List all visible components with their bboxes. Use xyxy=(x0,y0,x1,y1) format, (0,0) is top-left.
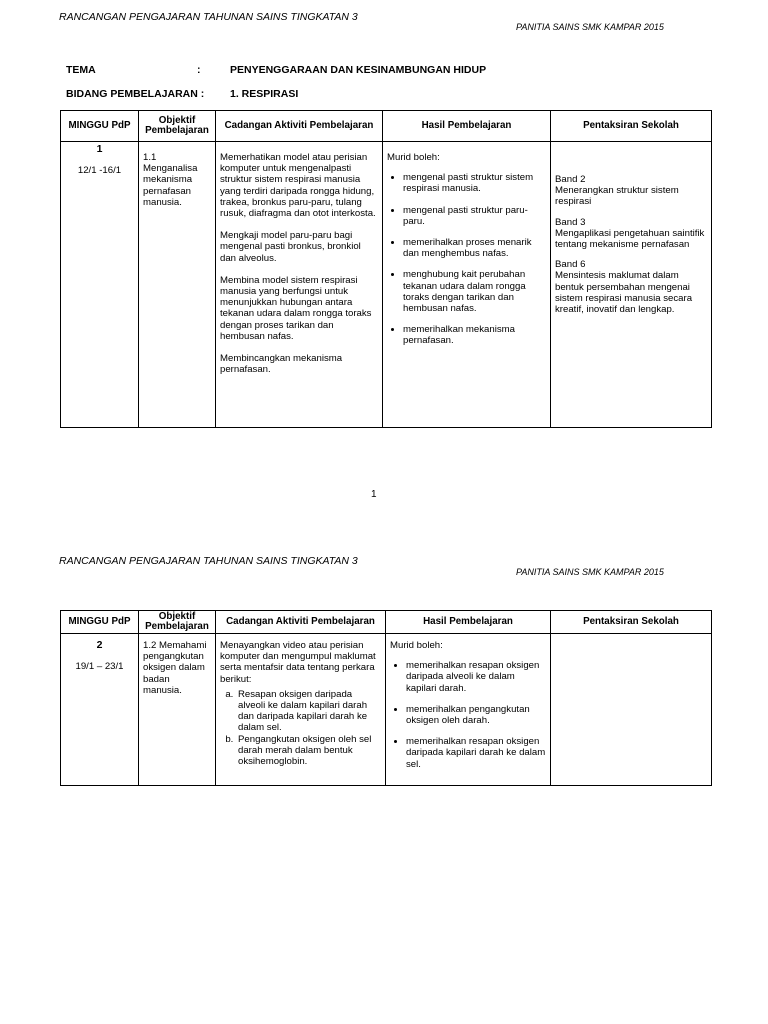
week-number: 1 xyxy=(96,143,103,155)
band-title: Band 3 xyxy=(555,216,586,228)
assessment-cell xyxy=(551,142,712,428)
objective-text: 1.1 Menganalisa mekanisma pernafasan manusia. xyxy=(143,152,198,208)
tema-label: TEMA xyxy=(66,64,96,76)
objective-cell xyxy=(139,634,216,786)
bidang-value: 1. RESPIRASI xyxy=(230,88,299,100)
outcome-item: • memerihalkan resapan oksigen daripada kapilari darah ke dalam sel. xyxy=(406,736,546,770)
activity-item: Memerhatikan model atau perisian komputer untuk mengenalpasti struktur sistem respirasi manusia yang terdiri daripada rongga hidung, trakea, bronkus paru-paru, tulang rusuk, diafragma dan otot interkosta. xyxy=(220,152,376,220)
week-cell xyxy=(61,142,139,428)
col-header-assessment: Pentaksiran Sekolah xyxy=(551,111,712,142)
col-header-activity: Cadangan Aktiviti Pembelajaran xyxy=(216,111,383,142)
col-header-week: MINGGU PdP xyxy=(61,611,139,634)
outcome-item: • memerihalkan proses menarik dan menghembus nafas. xyxy=(403,237,546,259)
outcome-item: • memerihalkan mekanisma pernafasan. xyxy=(403,324,546,346)
week-cell xyxy=(61,634,139,786)
table-row xyxy=(61,634,712,786)
col-header-week: MINGGU PdP xyxy=(61,111,139,142)
assessment-band xyxy=(555,259,707,315)
col-header-outcome: Hasil Pembelajaran xyxy=(383,111,551,142)
outcome-cell xyxy=(386,634,551,786)
page1-header-title: RANCANGAN PENGAJARAN TAHUNAN SAINS TINGKATAN 3 xyxy=(59,11,358,23)
outcome-intro: Murid boleh: xyxy=(390,640,443,651)
tema-separator: : xyxy=(197,64,201,76)
lesson-plan-table-1 xyxy=(60,110,712,428)
table-row xyxy=(61,142,712,428)
band-title: Band 6 xyxy=(555,259,586,271)
page2-header-title: RANCANGAN PENGAJARAN TAHUNAN SAINS TINGKATAN 3 xyxy=(59,555,358,567)
tema-value: PENYENGGARAAN DAN KESINAMBUNGAN HIDUP xyxy=(230,64,487,76)
assessment-cell xyxy=(551,634,712,786)
outcome-item: • memerihalkan pengangkutan oksigen oleh darah. xyxy=(406,704,546,726)
band-description: Menerangkan struktur sistem respirasi xyxy=(555,185,679,208)
col-header-activity: Cadangan Aktiviti Pembelajaran xyxy=(216,611,386,634)
page2-header-school: PANITIA SAINS SMK KAMPAR 2015 xyxy=(516,567,664,577)
band-title: Band 2 xyxy=(555,174,586,185)
outcome-item: • menghubung kait perubahan tekanan udara dalam rongga toraks dengan tarikan dan hembusan nafas. xyxy=(403,269,546,314)
band-description: Mensintesis maklumat dalam bentuk persembahan mengenai sistem respirasi manusia secara kreatif, inovatif dan lengkap. xyxy=(555,270,693,316)
week-dates: 19/1 – 23/1 xyxy=(75,661,124,673)
assessment-band xyxy=(555,217,707,251)
week-number: 2 xyxy=(96,639,103,651)
col-header-outcome: Hasil Pembelajaran xyxy=(386,611,551,634)
assessment-band xyxy=(555,174,707,208)
col-header-assessment: Pentaksiran Sekolah xyxy=(551,611,712,634)
activity-item: Mengkaji model paru-paru bagi mengenal pasti bronkus, bronkiol dan alveolus. xyxy=(220,230,361,264)
activity-cell xyxy=(216,634,386,786)
band-description: Mengaplikasi pengetahuan saintifik tentang mekanisme pernafasan xyxy=(555,227,705,251)
outcome-item: • mengenal pasti struktur paru-paru. xyxy=(403,205,546,227)
week-dates: 12/1 -16/1 xyxy=(77,165,122,177)
page-number: 1 xyxy=(371,489,377,500)
outcome-item: • mengenal pasti struktur sistem respirasi manusia. xyxy=(403,172,546,194)
activity-item: Membina model sistem respirasi manusia yang berfungsi untuk menunjukkan hubungan antara tekanan udara dalam rongga toraks dengan proses tarikan dan hembusan nafas. xyxy=(220,274,372,342)
activity-cell xyxy=(216,142,383,428)
outcome-intro: Murid boleh: xyxy=(387,152,440,163)
page1-header-school: PANITIA SAINS SMK KAMPAR 2015 xyxy=(516,22,664,32)
outcome-item: • memerihalkan resapan oksigen daripada alveoli ke dalam kapilari darah. xyxy=(406,660,546,694)
col-header-objective: Objektif Pembelajaran xyxy=(139,111,216,142)
activity-subitem: a. Resapan oksigen daripada alveoli ke dalam kapilari darah dan daripada kapilari darah ke dalam sel. xyxy=(236,689,381,734)
outcome-cell xyxy=(383,142,551,428)
lesson-plan-table-2 xyxy=(60,610,712,786)
activity-intro: Menayangkan video atau perisian komputer dan mengumpul maklumat serta mentafsir data tentang perkara berikut: xyxy=(220,640,376,685)
objective-text: 1.2 Memahami pengangkutan oksigen dalam badan manusia. xyxy=(143,640,207,696)
objective-cell xyxy=(139,142,216,428)
activity-subitem: b. Pengangkutan oksigen oleh sel darah merah dalam bentuk oksihemoglobin. xyxy=(236,734,381,768)
bidang-label: BIDANG PEMBELAJARAN : xyxy=(66,88,205,100)
activity-item: Membincangkan mekanisma pernafasan. xyxy=(220,353,343,376)
col-header-objective: Objektif Pembelajaran xyxy=(139,611,216,634)
